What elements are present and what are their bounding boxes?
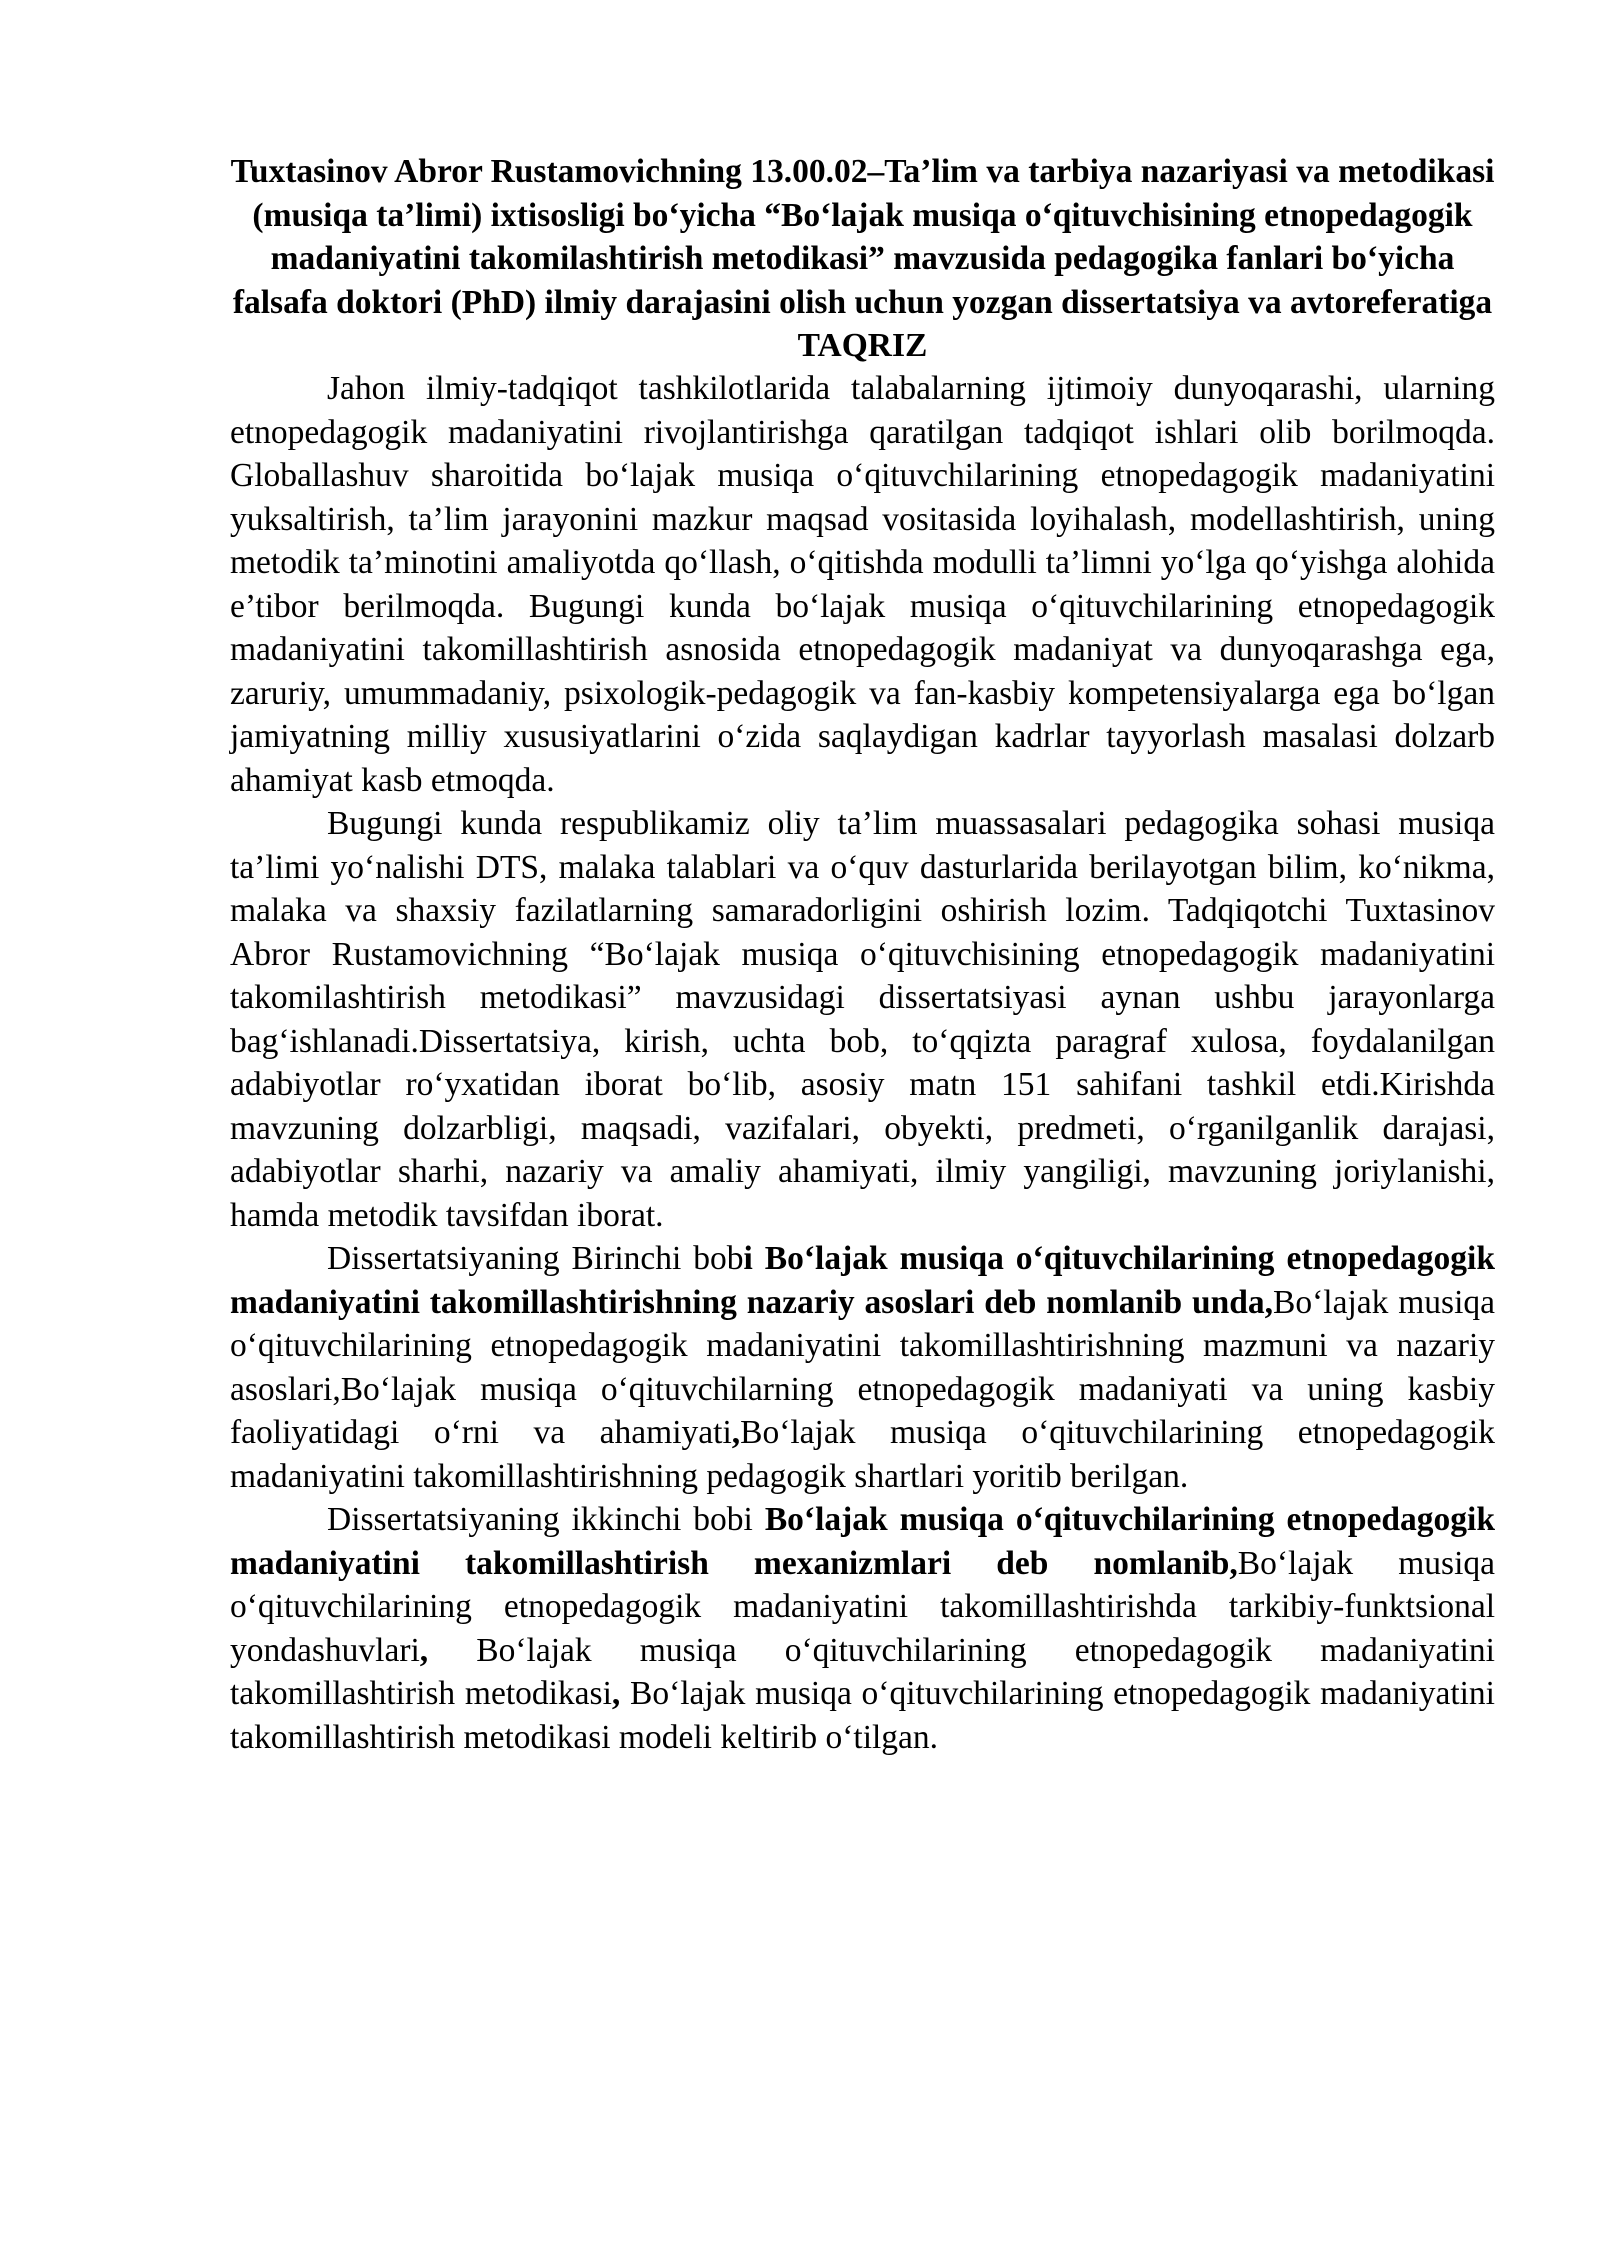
document-heading: TAQRIZ	[797, 327, 928, 364]
paragraph-3-text: Bo‘lajak musiqa o‘qituvchilarining etnopedagogik madaniyatini takomillashtirishning mazmuni va nazariy asoslari,Bo‘lajak musiqa o‘qituvchilarning etnopedagogik madaniyati va uning kasbiy faoliyatidagi o‘rni va ahamiyati	[230, 1283, 1496, 1451]
paragraph-4-text: Bo‘lajak musiqa o‘qituvchilarining etnopedagogik madaniyatini takomillashtirishda tarkibiy-funktsional yondashuvlari	[230, 1544, 1496, 1669]
paragraph-4-bold-comma: ,	[611, 1675, 621, 1712]
paragraph-4-bold-chapter-title: Bo‘lajak musiqa o‘qituvchilarining etnopedagogik madaniyatini takomillashtirish mexanizmlari deb nomlanib,	[230, 1501, 1495, 1582]
paragraph-3-text: Dissertatsiyaning Birinchi bob	[327, 1240, 744, 1277]
paragraph-3-text: Bo‘lajak musiqa o‘qituvchilarining etnopedagogik madaniyatini takomillashtirishning pedagogik shartlari yoritib berilgan.	[230, 1414, 1495, 1495]
paragraph-1: Jahon ilmiy-tadqiqot tashkilotlarida talabalarning ijtimoiy dunyoqarashi, ularning etnopedagogik madaniyatini rivojlantirishga qaratilgan tadqiqot ishlari olib borilmoqda. Globallashuv sharoitida bo‘lajak musiqa o‘qituvchilarining etnopedagogik madaniyatini yuksaltirish, ta’lim jarayonini mazkur maqsad vositasida loyihalash, modellashtirish, uning metodik ta’minotini amaliyotda qo‘llash, o‘qitishda modulli ta’limni yo‘lga qo‘yishga alohida e’tibor berilmoqda. Bugungi kunda bo‘lajak musiqa o‘qituvchilarining etnopedagogik madaniyatini takomillashtirish asnosida etnopedagogik madaniyat va dunyoqarashga ega, zaruriy, umummadaniy, psixologik-pedagogik va fan-kasbiy kompetensiyalarga ega bo‘lgan jamiyatning milliy xususiyatlarini o‘zida saqlaydigan kadrlar tayyorlash masalasi dolzarb ahamiyat kasb etmoqda.	[230, 370, 1495, 799]
paragraph-4-text: Bo‘lajak musiqa o‘qituvchilarining etnopedagogik madaniyatini takomillashtirish metodikasi modeli keltirib o‘tilgan.	[230, 1675, 1495, 1756]
paragraph-3	[230, 1237, 1495, 1498]
document-page	[230, 150, 1495, 1759]
paragraph-3-bold-comma: ,	[731, 1414, 741, 1451]
paragraph-4-text: Bo‘lajak musiqa o‘qituvchilarining etnopedagogik madaniyatini takomillashtirish metodikasi	[230, 1631, 1495, 1712]
document-title: Tuxtasinov Abror Rustamovichning 13.00.02–Ta’lim va tarbiya nazariyasi va metodikasi (musiqa ta’limi) ixtisosligi bo‘yicha “Bo‘lajak musiqa o‘qituvchisining etnopedagogik madaniyatini takomilashtirish metodikasi” mavzusida pedagogika fanlari bo‘yicha falsafa doktori (PhD) ilmiy darajasini olish uchun yozgan dissertatsiya va avtoreferatiga	[230, 153, 1495, 321]
paragraph-2: Bugungi kunda respublikamiz oliy ta’lim muassasalari pedagogika sohasi musiqa ta’limi yo‘nalishi DTS, malaka talablari va o‘quv dasturlarida berilayotgan bilim, ko‘nikma, malaka va shaxsiy fazilatlarning samaradorligini oshirish lozim. Tadqiqotchi Tuxtasinov Abror Rustamovichning “Bo‘lajak musiqa o‘qituvchisining etnopedagogik madaniyatini takomilashtirish metodikasi” mavzusidagi dissertatsiyasi aynan ushbu jarayonlarga bag‘ishlanadi.Dissertatsiya, kirish, uchta bob, to‘qqizta paragraf xulosa, foydalanilgan adabiyotlar ro‘yxatidan iborat bo‘lib, asosiy matn 151 sahifani tashkil etdi.Kirishda mavzuning dolzarbligi, maqsadi, vazifalari, obyekti, predmeti, o‘rganilganlik darajasi, adabiyotlar sharhi, nazariy va amaliy ahamiyati, ilmiy yangiligi, mavzuning joriylanishi, hamda metodik tavsifdan iborat.	[230, 805, 1495, 1234]
paragraph-4	[230, 1498, 1495, 1759]
paragraph-4-bold-comma: ,	[419, 1631, 429, 1669]
paragraph-4-text: Dissertatsiyaning ikkinchi bobi	[327, 1501, 765, 1538]
paragraph-3-bold-chapter-title: i Bo‘lajak musiqa o‘qituvchilarining etnopedagogik madaniyatini takomillashtirishning nazariy asoslari deb nomlanib unda,	[230, 1240, 1495, 1321]
